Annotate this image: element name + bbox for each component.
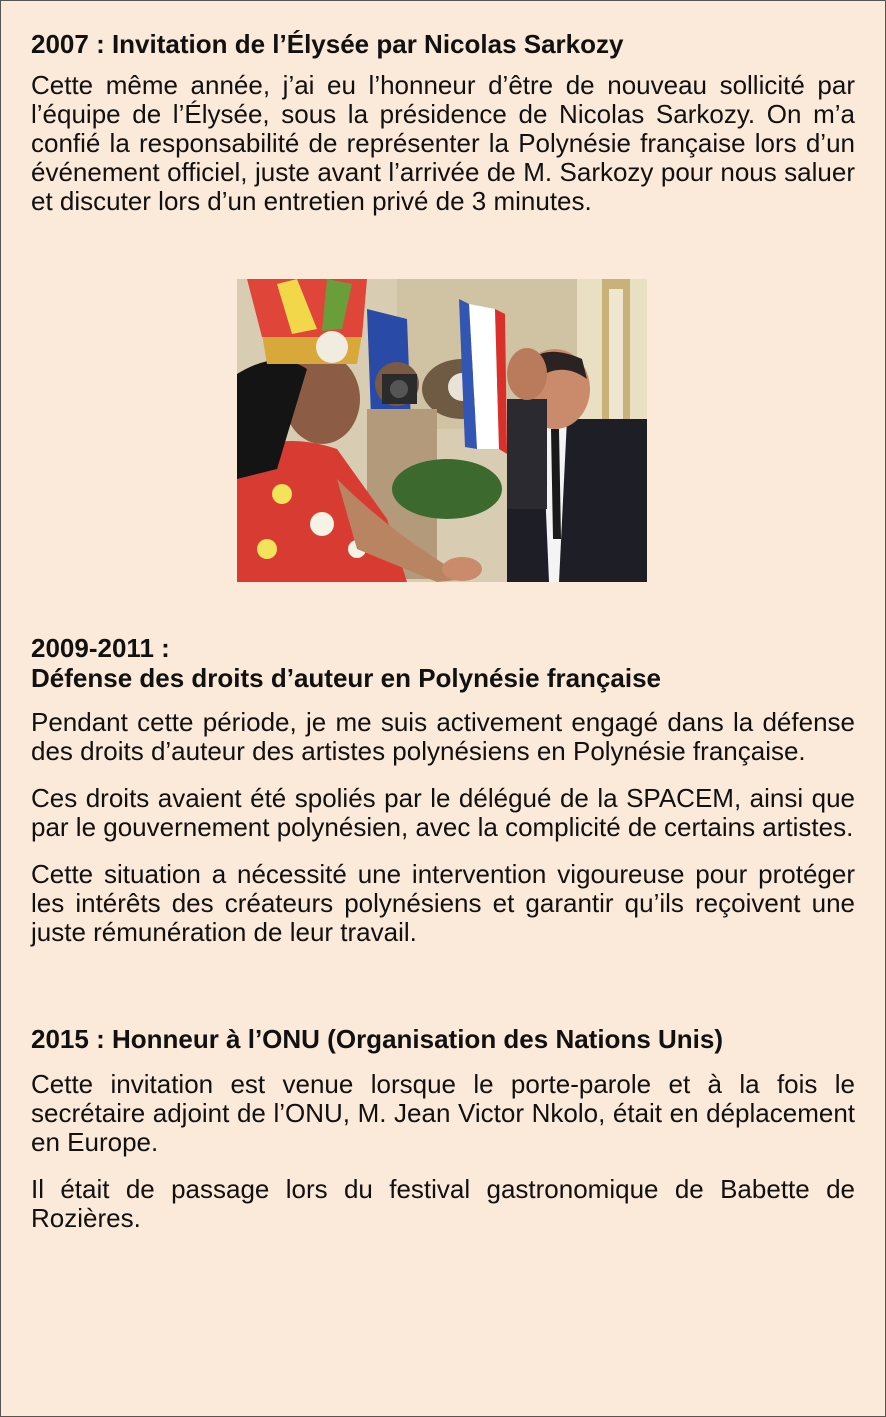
paragraph: Cette même année, j’ai eu l’honneur d’être de nouveau sollicité par l’équipe de l’Élysée, sous la présidence de Nicolas Sarkozy. On m’a confié la responsabilité de représenter la Polynésie française lors d’un événement officiel, juste avant l’arrivée de M. Sarkozy pour nous saluer et discuter lors d’un entretien privé de 3 minutes. bbox=[31, 70, 855, 216]
section-heading: 2007 : Invitation de l’Élysée par Nicolas Sarkozy bbox=[31, 29, 624, 59]
section-2015 bbox=[31, 1023, 855, 1233]
paragraph: Cette situation a nécessité une intervention vigoureuse pour protéger les intérêts des créateurs polynésiens et garantir qu’ils reçoivent une juste rémunération de leur travail. bbox=[31, 859, 855, 947]
paragraph: Il était de passage lors du festival gastronomique de Babette de Rozières. bbox=[31, 1174, 855, 1233]
paragraph: Pendant cette période, je me suis activement engagé dans la défense des droits d’auteur des artistes polynésiens en Polynésie française. bbox=[31, 707, 855, 766]
section-2009 bbox=[31, 633, 855, 947]
paragraph: Ces droits avaient été spoliés par le délégué de la SPACEM, ainsi que par le gouvernement polynésien, avec la complicité de certains artistes. bbox=[31, 783, 855, 842]
paragraph: Cette invitation est venue lorsque le porte-parole et à la fois le secrétaire adjoint de l’ONU, M. Jean Victor Nkolo, était en déplacement en Europe. bbox=[31, 1069, 855, 1157]
section-heading: 2009-2011 : bbox=[31, 633, 170, 663]
section-heading-subtitle: Défense des droits d’auteur en Polynésie française bbox=[31, 663, 662, 693]
section-heading: 2015 : Honneur à l’ONU (Organisation des Nations Unis) bbox=[31, 1024, 724, 1054]
section-2007 bbox=[31, 28, 855, 216]
photo-handshake bbox=[237, 279, 647, 582]
